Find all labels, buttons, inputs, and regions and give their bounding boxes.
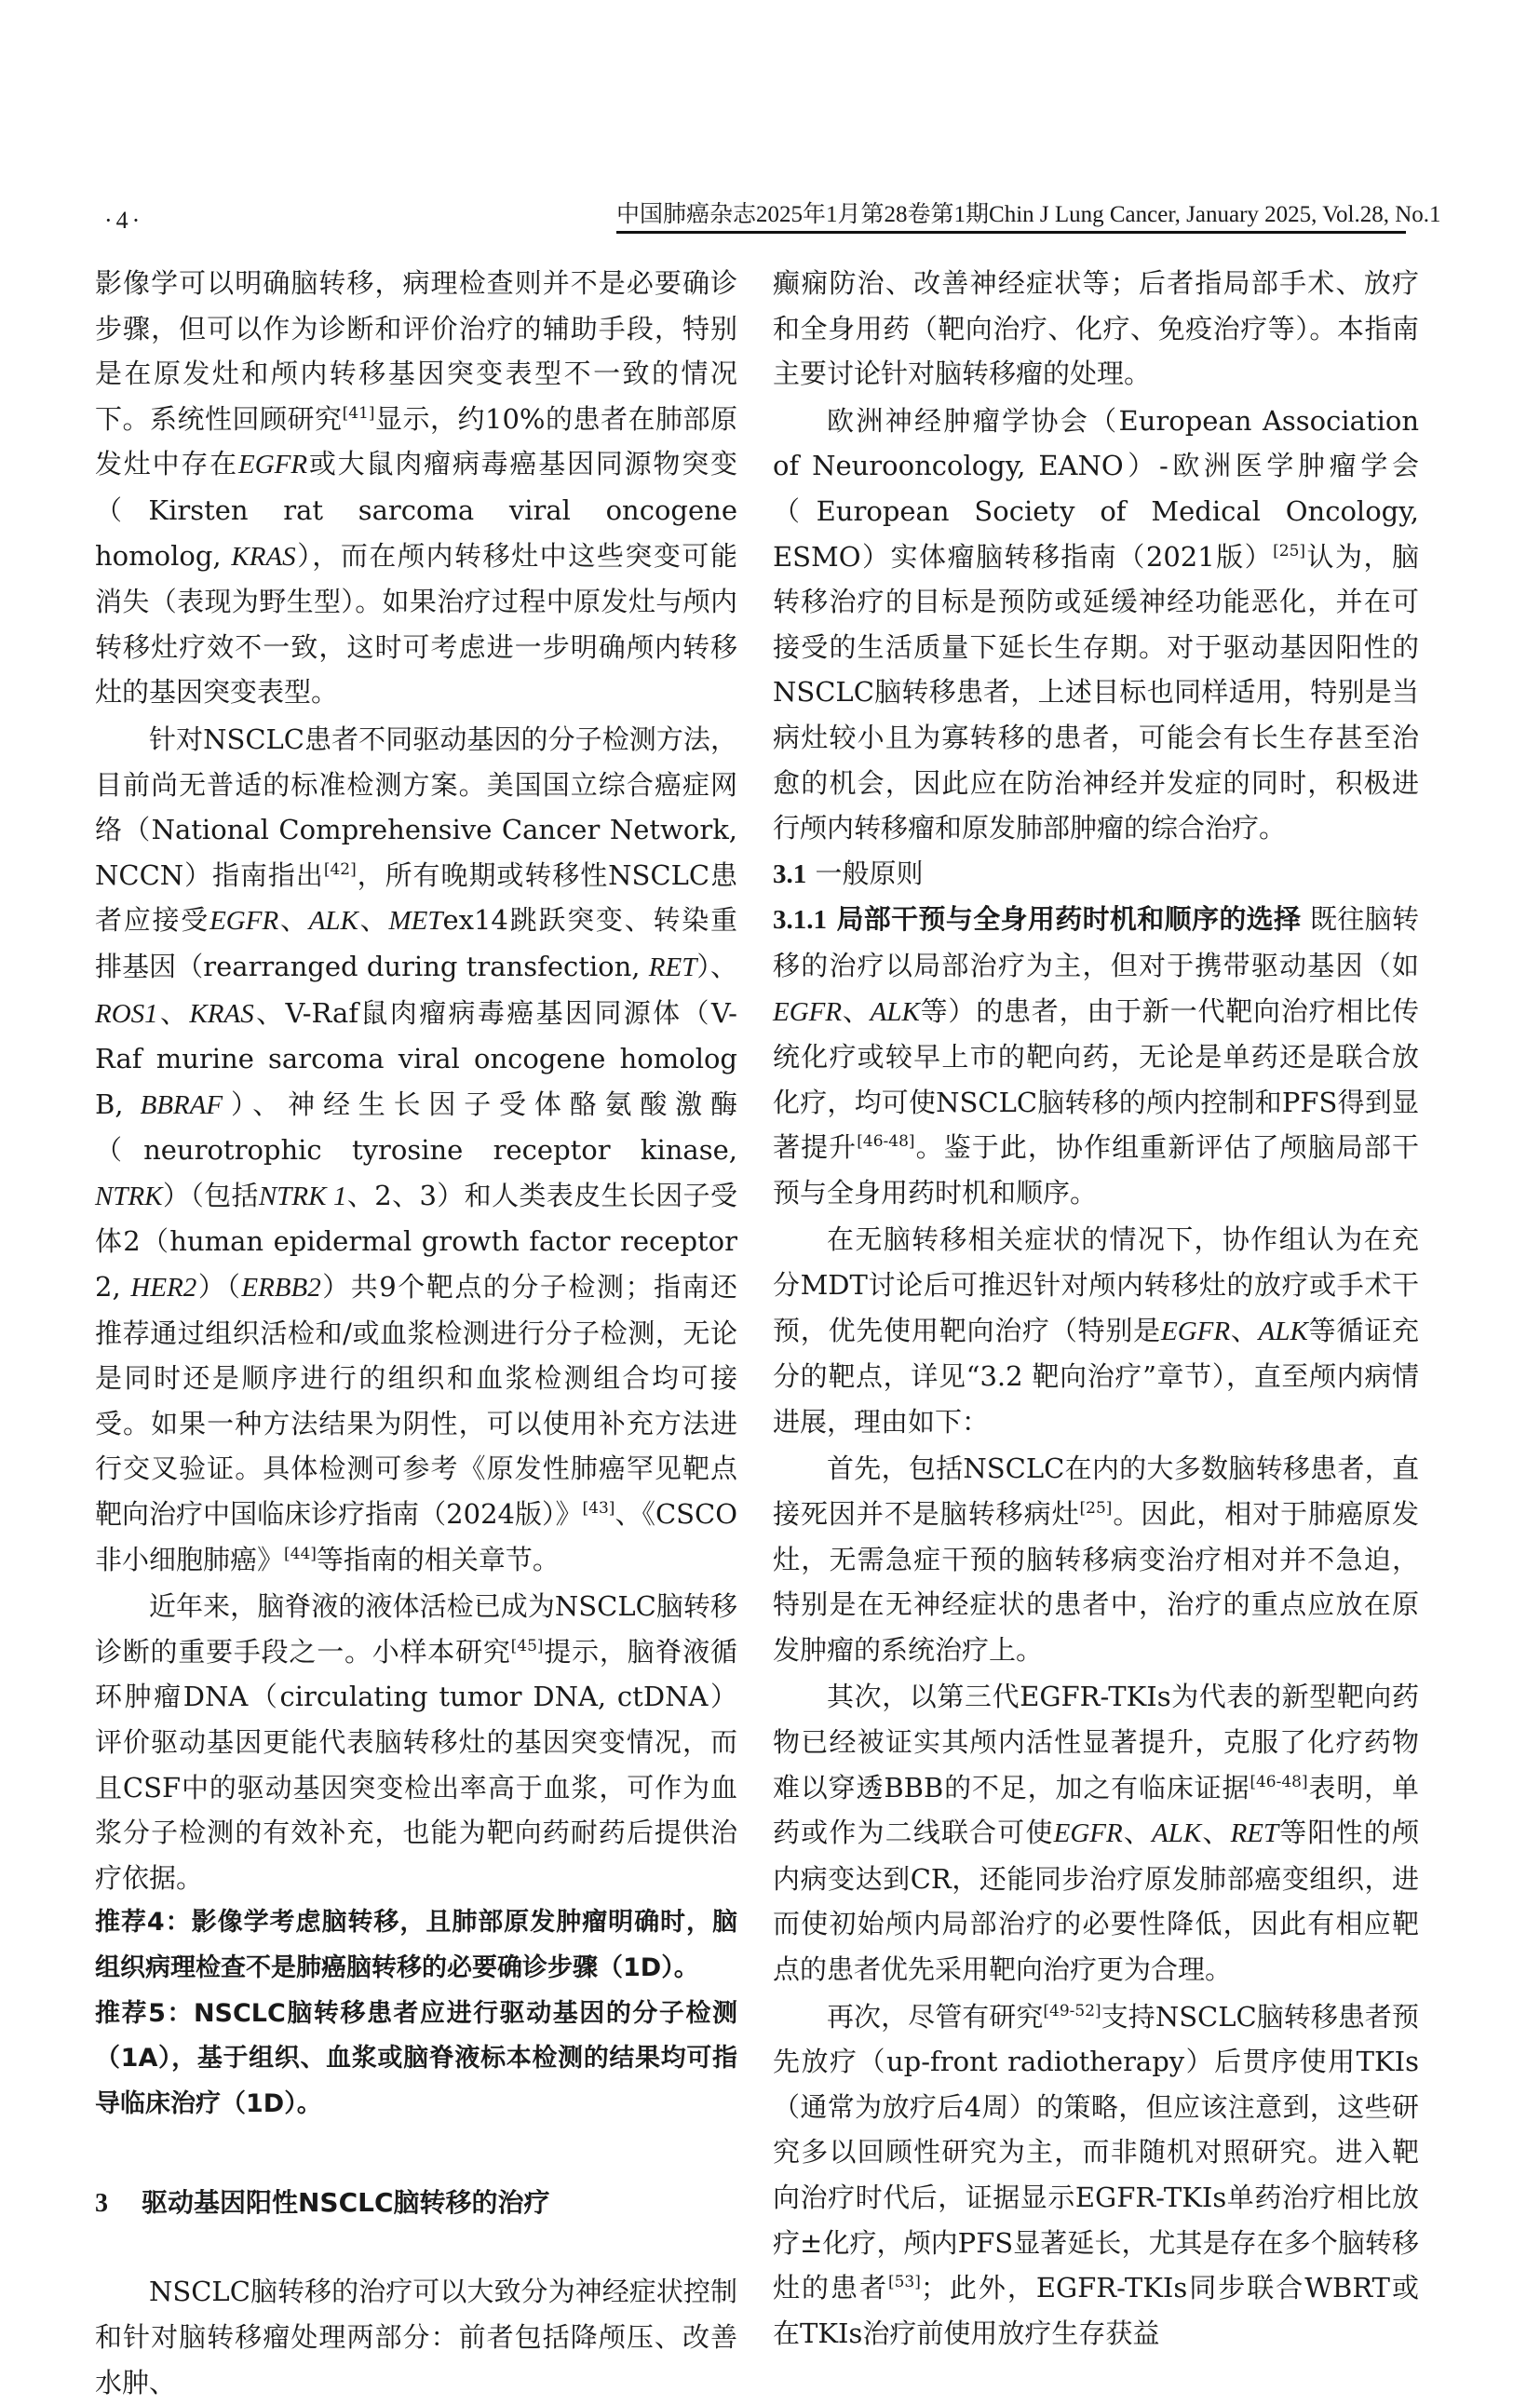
text: 、 — [358, 904, 389, 937]
text: 、《CSCO非小细胞肺癌》 — [95, 1498, 737, 1575]
citation-ref[interactable]: [53] — [887, 2273, 921, 2292]
section-heading-3 — [95, 2181, 737, 2226]
text: ex14跳跃突变、转染重排基因（rearranged during transfection, — [95, 904, 737, 982]
text: 、2、3）和人类表皮生长因子受体2（human epidermal growth factor receptor 2, — [95, 1179, 737, 1304]
page-number: ·4· — [104, 207, 144, 234]
gene-name: MET — [388, 906, 443, 937]
text: ）共9个靶点的分子检测；指南还推荐通过组织活检和/或血浆检测进行分子检测，无论是同时还是顺序进行的组织和血浆检测组合均可接受。如果一种方法结果为阴性，可以使用补充方法进行交叉验证。具体检测可参考《原发性肺癌罕见靶点靶向治疗中国临床诊疗指南（2024版）》 — [95, 1271, 738, 1531]
text: 首先，包括NSCLC在内的大多数脑转移患者，直接死因并不是脑转移病灶 — [773, 1452, 1419, 1531]
text: 近年来，脑脊液的液体活检已成为NSCLC脑转移诊断的重要手段之一。小样本研究 — [95, 1590, 737, 1668]
text: 。因此，相对于肺癌原发灶，无需急症干预的脑转移病变治疗相对并不急迫，特别是在无神经症状的患者中，治疗的重点应放在原发肿瘤的系统治疗上。 — [773, 1498, 1419, 1666]
text: ；此外，EGFR-TKIs同步联合WBRT或在TKIs治疗前使用放疗生存获益 — [773, 2272, 1419, 2349]
text: 、 — [1230, 1314, 1259, 1346]
gene-name: EGFR — [237, 450, 308, 480]
journal-title-en: Chin J Lung Cancer, January 2025, Vol.28, No.1 — [989, 202, 1441, 227]
section-title: 局部干预与全身用药时机和顺序的选择 — [836, 903, 1302, 936]
right-column — [773, 261, 1419, 2356]
running-header — [616, 199, 1441, 234]
gene-name: EGFR — [773, 996, 843, 1027]
paragraph-3-1-1 — [773, 897, 1419, 1215]
gene-name: EGFR — [1053, 1818, 1123, 1849]
paragraph-defer-local-therapy — [773, 1217, 1419, 1444]
section-heading-3-1 — [773, 851, 1419, 898]
paragraph-reason-second — [773, 1674, 1419, 1992]
gene-name: HER2 — [130, 1273, 197, 1304]
gene-name: EGFR — [1160, 1316, 1231, 1346]
citation-ref[interactable]: [25] — [1273, 541, 1306, 561]
text: ），而在颅内转移灶中这些突变可能消失（表现为野生型）。如果治疗过程中原发灶与颅内转移灶疗效不一致，这时可考虑进一步明确颅内转移灶的基因突变表型。 — [95, 539, 737, 709]
text: ）、 — [696, 950, 737, 982]
citation-ref[interactable]: [41] — [342, 403, 375, 423]
citation-ref[interactable]: [25] — [1079, 1499, 1113, 1519]
gene-name: NTRK 1 — [258, 1181, 347, 1211]
text: 再次，尽管有研究 — [827, 2000, 1044, 2033]
text: 、 — [842, 994, 871, 1027]
gene-name: KRAS — [189, 998, 254, 1029]
text: 、V-Raf鼠肉瘤病毒癌基因同源体（V-Raf murine sarcoma viral oncogene homolog B, — [95, 996, 737, 1120]
gene-name: EGFR — [209, 906, 279, 937]
journal-title-cn: 中国肺癌杂志2025年1月第28卷第1期 — [616, 202, 990, 227]
text: 支持NSCLC脑转移患者预先放疗（up-front radiotherapy）后贯序使用TKIs（通常为放疗后4周）的策略，但应该注意到，这些研究多以回顾性研究为主，而非随机对照研究。进入靶向治疗时代后，证据显示EGFR-TKIs单药治疗相比放疗±化疗，颅内PFS显著延长，尤其是存在多个脑转移灶的患者 — [773, 2000, 1419, 2304]
citation-ref[interactable]: [46-48] — [1250, 1772, 1308, 1791]
text: ）、神经生长因子受体酪氨酸激酶（neurotrophic tyrosine receptor kinase, — [95, 1088, 737, 1167]
text: 或大鼠肉瘤病毒癌基因同源物突变（Kirsten rat sarcoma viral oncogene homolog, — [95, 448, 737, 572]
text: 影像学可以明确脑转移，病理检查则并不是必要确诊步骤，但可以作为诊断和评价治疗的辅助手段，特别是在原发灶和颅内转移基因突变表型不一致的情况下。系统性回顾研究 — [95, 267, 737, 435]
gene-name: ALK — [308, 906, 358, 937]
gene-name: ERBB2 — [241, 1273, 321, 1304]
section-number: 3 — [95, 2189, 108, 2219]
text: 在无脑转移相关症状的情况下，协作组认为在充分MDT讨论后可推迟针对颅内转移灶的放疗或手术干预，优先使用靶向治疗（特别是 — [773, 1223, 1419, 1346]
gene-name: RET — [648, 952, 697, 982]
gene-name: ALK — [870, 996, 920, 1027]
gene-name: ALK — [1152, 1818, 1202, 1849]
paragraph-csf-liquid-biopsy — [95, 1584, 737, 1900]
text: 显示，约10%的患者在肺部原发灶中存在 — [95, 402, 737, 480]
text: 表明，单药或作为二线联合可使 — [773, 1771, 1419, 1849]
paragraph-treatment-overview-continued: 癫痫防治、改善神经症状等；后者指局部手术、放疗和全身用药（靶向治疗、化疗、免疫治疗等）。本指南主要讨论针对脑转移瘤的处理。 — [773, 267, 1419, 390]
text: 提示，脑脊液循环肿瘤DNA（circulating tumor DNA, ctDNA）评价驱动基因更能代表脑转移灶的基因突变情况，而且CSF中的驱动基因突变检出率高于血浆，可作为血浆分子检测的有效补充，也能为靶向药耐药后提供治疗依据。 — [95, 1635, 737, 1894]
text: 、 — [157, 996, 190, 1029]
citation-ref[interactable]: [42] — [323, 859, 357, 879]
section-number: 3.1.1 — [773, 905, 827, 936]
text: 、 — [278, 904, 309, 937]
text: 等阳性的颅内病变达到CR，还能同步治疗原发肺部癌变组织，进而使初始颅内局部治疗的必要性降低，因此有相应靶点的患者优先采用靶向治疗更为合理。 — [773, 1817, 1419, 1985]
text: 。鉴于此，协作组重新评估了颅脑局部干预与全身用药时机和顺序。 — [773, 1131, 1419, 1209]
text: 等循证充分的靶点，详见“3.2 靶向治疗”章节），直至颅内病情进展，理由如下： — [773, 1314, 1419, 1438]
text: 等）的患者，由于新一代靶向治疗相比传统化疗或较早上市的靶向药，无论是单药还是联合放化疗，均可使NSCLC脑转移的颅内控制和PFS得到显著提升 — [773, 994, 1419, 1164]
subsection-heading-3-1-1 — [773, 903, 1301, 935]
text: 认为，脑转移治疗的目标是预防或延缓神经功能恶化，并在可接受的生活质量下延长生存期。对于驱动基因阳性的NSCLC脑转移患者，上述目标也同样适用，特别是当病灶较小且为寡转移的患者，可能会有长生存甚至治愈的机会，因此应在防治神经并发症的同时，积极进行颅内转移瘤和原发肺部肿瘤的综合治疗。 — [773, 540, 1419, 844]
citation-ref[interactable]: [45] — [510, 1636, 544, 1655]
citation-ref[interactable]: [44] — [284, 1544, 317, 1563]
recommendation-5: 推荐5：NSCLC脑转移患者应进行驱动基因的分子检测（1A），基于组织、血浆或脑脊液标本检测的结果均可指导临床治疗（1D）。 — [95, 1998, 737, 2118]
text: ）（包括 — [162, 1179, 259, 1211]
text: 其次，以第三代EGFR-TKIs为代表的新型靶向药物已经被证实其颅内活性显著提升，克服了化疗药物难以穿透BBB的不足，加之有临床证据 — [773, 1681, 1419, 1804]
text: 针对NSCLC患者不同驱动基因的分子检测方法，目前尚无普适的标准检测方案。美国国立综合癌症网络（National Comprehensive Cancer Network, NCCN）指南指出 — [95, 723, 737, 891]
gene-name: NTRK — [95, 1181, 163, 1211]
paragraph-treatment-overview: NSCLC脑转移的治疗可以大致分为神经症状控制和针对脑转移瘤处理两部分：前者包括降颅压、改善水肿、 — [95, 2276, 737, 2398]
text: ，所有晚期或转移性NSCLC患者应接受 — [95, 858, 737, 937]
section-title: 一般原则 — [815, 857, 924, 889]
paragraph-molecular-testing — [95, 717, 737, 1582]
text: ）（ — [196, 1271, 242, 1304]
text: 、 — [1122, 1817, 1153, 1849]
paragraph-imaging-diagnosis — [95, 261, 737, 715]
citation-ref[interactable]: [49-52] — [1043, 2001, 1101, 2020]
gene-name: KRAS — [231, 541, 296, 572]
citation-ref[interactable]: [43] — [582, 1499, 615, 1519]
recommendation-4: 推荐4：影像学考虑脑转移，且肺部原发肿瘤明确时，脑组织病理检查不是肺癌脑转移的必要确诊步骤（1D）。 — [95, 1908, 737, 1982]
section-title: 驱动基因阳性NSCLC脑转移的治疗 — [142, 2187, 550, 2219]
gene-name: RET — [1230, 1818, 1279, 1849]
left-column — [95, 261, 737, 2405]
gene-name: ROS1 — [95, 998, 158, 1029]
paragraph-reason-first — [773, 1446, 1419, 1672]
gene-name: BBRAF — [140, 1089, 223, 1120]
gene-name: ALK — [1258, 1316, 1308, 1346]
paragraph-reason-third — [773, 1994, 1419, 2357]
citation-ref[interactable]: [46-48] — [857, 1132, 915, 1152]
paragraph-eano-esmo-guideline — [773, 399, 1419, 851]
text: 既往脑转移的治疗以局部治疗为主，但对于携带驱动基因（如 — [773, 903, 1419, 981]
text: 欧洲神经肿瘤学协会（European Association of Neurooncology, EANO）-欧洲医学肿瘤学会（European Society of Medical Oncology, ESMO）实体瘤脑转移指南（2021版） — [773, 404, 1419, 573]
text: 等指南的相关章节。 — [316, 1543, 560, 1575]
text: 、 — [1201, 1817, 1231, 1849]
section-number: 3.1 — [773, 858, 807, 889]
